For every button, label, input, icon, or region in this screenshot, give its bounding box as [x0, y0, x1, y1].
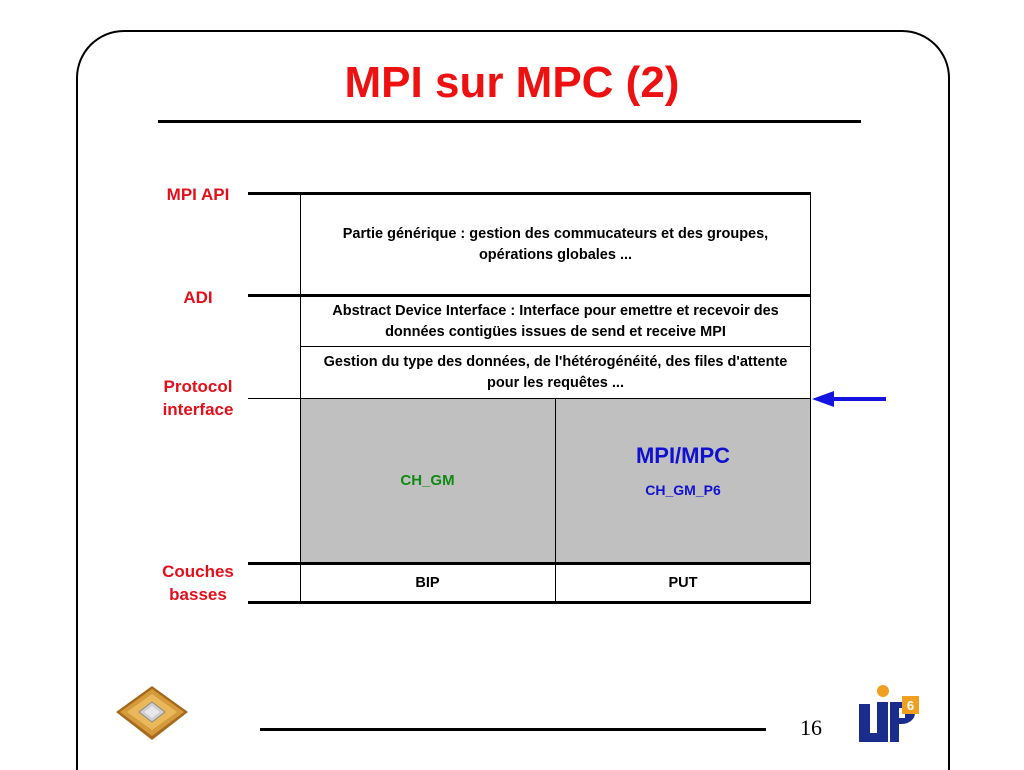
bip-text: BIP [415, 574, 440, 591]
cell-abstract-device [300, 297, 811, 346]
abstract-device-text: Abstract Device Interface : Interface pour emettre et recevoir des données contigües issues de send et receive MPI [332, 302, 779, 340]
lip6-logo [856, 684, 922, 746]
processor-chip-icon [114, 684, 190, 744]
interface-text: interface [162, 400, 234, 419]
protocol-text: Protocol [163, 377, 233, 396]
cell-generic [300, 195, 811, 294]
basses-text: basses [169, 585, 227, 604]
layer-label-protocol-interface [150, 375, 246, 421]
ch-gm-text: CH_GM [400, 472, 455, 489]
layer-label-couches-basses [150, 560, 246, 606]
slide-title: MPI sur MPC (2) [344, 58, 680, 107]
cell-ch-gm [300, 399, 555, 562]
footer-rule [260, 728, 766, 731]
left-arrow-icon [810, 388, 890, 412]
layer-label-mpi-api [150, 183, 246, 206]
ch-gm-p6-text: CH_GM_P6 [645, 482, 721, 498]
put-text: PUT [668, 574, 698, 591]
adi-text: ADI [183, 288, 213, 307]
page-number: 16 [800, 715, 822, 740]
line-bottom [248, 601, 811, 604]
generic-text: Partie générique : gestion des commucateurs et des groupes, opérations globales ... [342, 225, 769, 263]
title-underline [158, 120, 861, 123]
mpi-api-text: MPI API [166, 185, 230, 204]
cell-bip [300, 565, 555, 601]
cell-mpi-mpc [556, 399, 810, 562]
mpi-mpc-text: MPI/MPC [635, 443, 731, 468]
svg-text:6: 6 [906, 698, 915, 713]
layer-label-adi [150, 286, 246, 309]
cell-put [556, 565, 810, 601]
couches-text: Couches [162, 562, 234, 581]
data-management-text: Gestion du type des données, de l'hétérogénéité, des files d'attente pour les requêtes ... [323, 353, 788, 391]
cell-data-management [300, 347, 811, 398]
